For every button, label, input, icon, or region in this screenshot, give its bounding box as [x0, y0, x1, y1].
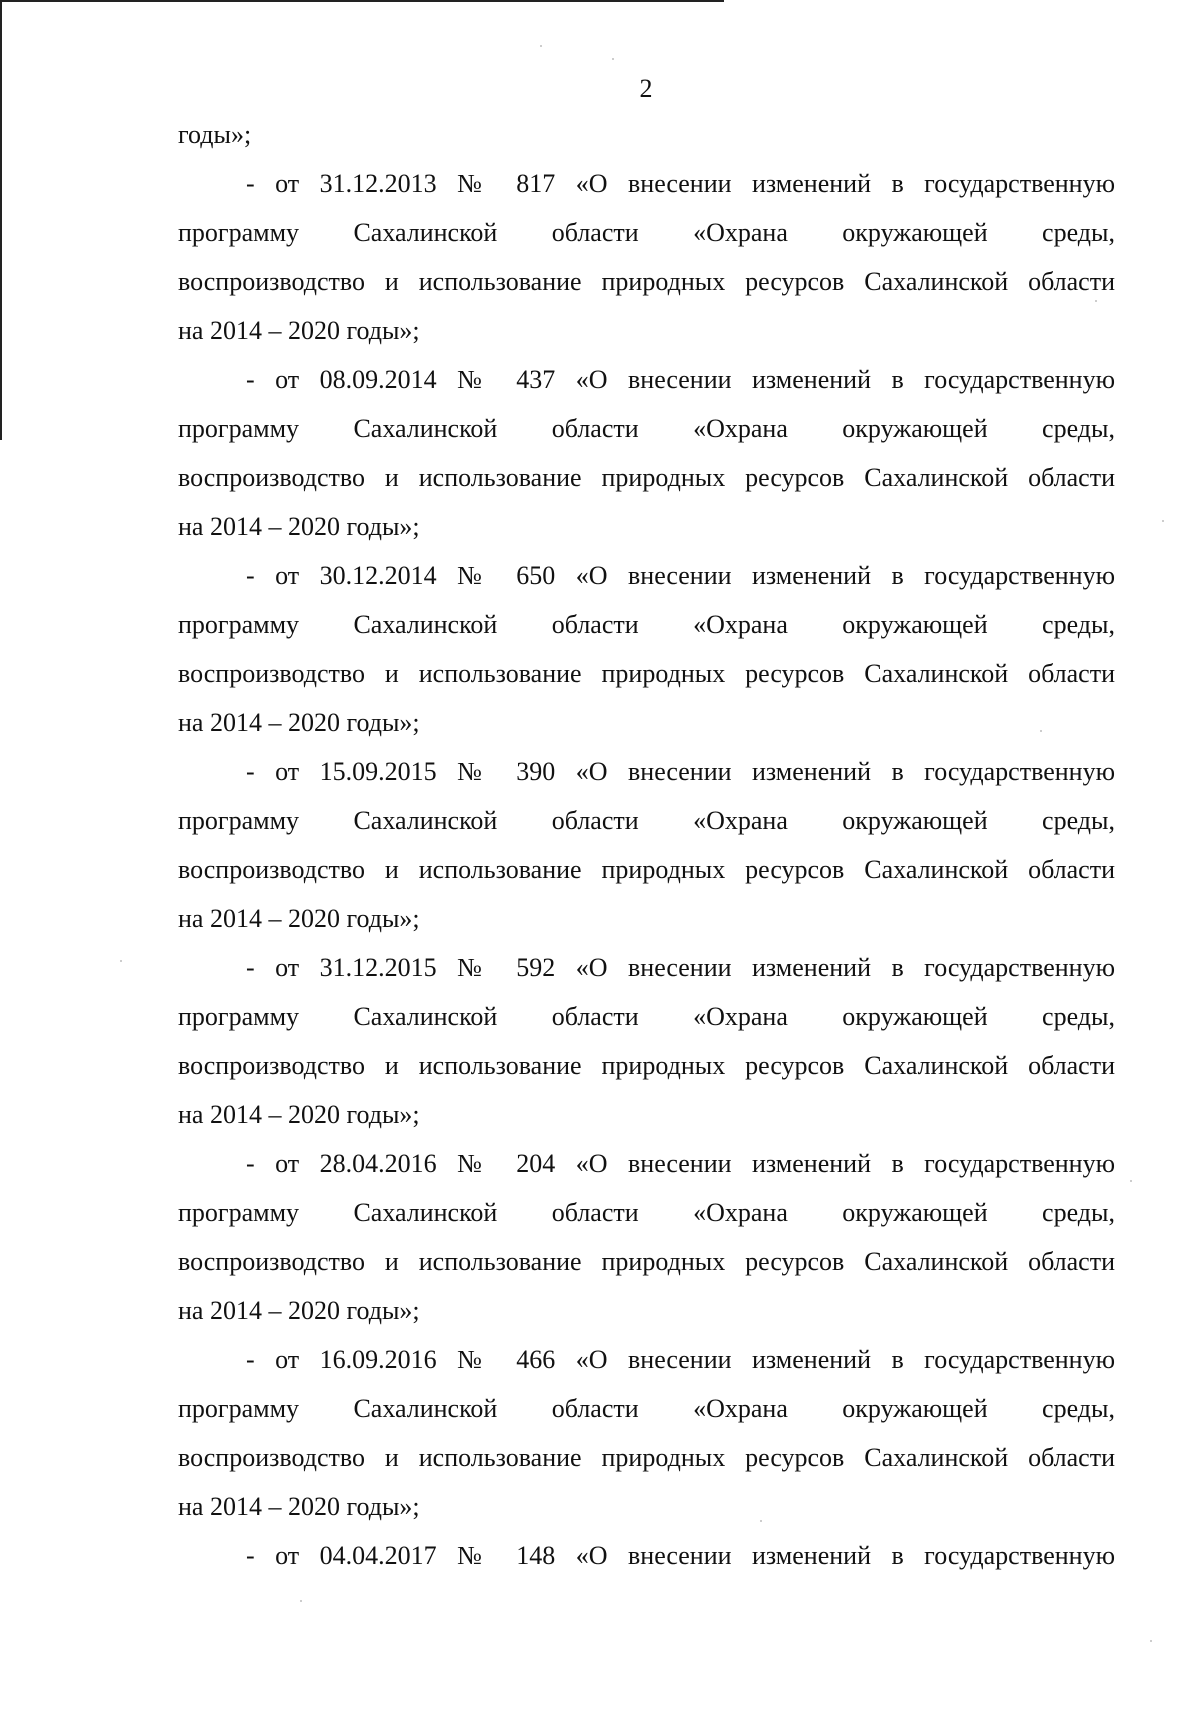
text-line: на 2014 – 2020 годы»; — [178, 1296, 420, 1325]
list-item-heading: - от 28.04.2016 № 204 «О внесении изменений в государственную — [246, 1149, 1115, 1178]
list-item-heading: - от 15.09.2015 № 390 «О внесении изменений в государственную — [246, 757, 1115, 786]
text-line: воспроизводство и использование природных ресурсов Сахалинской области — [178, 855, 1115, 884]
text-line: воспроизводство и использование природных ресурсов Сахалинской области — [178, 267, 1115, 296]
text-line: воспроизводство и использование природных ресурсов Сахалинской области — [178, 659, 1115, 688]
list-item-heading: - от 31.12.2013 № 817 «О внесении изменений в государственную — [246, 169, 1115, 198]
list-item-heading: - от 16.09.2016 № 466 «О внесении изменений в государственную — [246, 1345, 1115, 1374]
text-line: программу Сахалинской области «Охрана окружающей среды, — [178, 610, 1115, 639]
scan-speck — [300, 1600, 302, 1602]
text-line: на 2014 – 2020 годы»; — [178, 904, 420, 933]
text-line: программу Сахалинской области «Охрана окружающей среды, — [178, 414, 1115, 443]
list-item-heading: - от 31.12.2015 № 592 «О внесении изменений в государственную — [246, 953, 1115, 982]
scan-speck — [1095, 300, 1097, 302]
scan-speck — [1150, 1640, 1152, 1642]
scan-speck — [1040, 730, 1042, 732]
text-line: на 2014 – 2020 годы»; — [178, 1100, 420, 1129]
scan-speck — [1130, 1180, 1132, 1182]
scan-speck — [1162, 520, 1164, 522]
text-line: воспроизводство и использование природных ресурсов Сахалинской области — [178, 1051, 1115, 1080]
text-line: программу Сахалинской области «Охрана окружающей среды, — [178, 806, 1115, 835]
text-line: на 2014 – 2020 годы»; — [178, 316, 420, 345]
list-item-heading: - от 08.09.2014 № 437 «О внесении изменений в государственную — [246, 365, 1115, 394]
scan-border-top — [0, 0, 724, 2]
list-item-heading: - от 30.12.2014 № 650 «О внесении изменений в государственную — [246, 561, 1115, 590]
text-line: воспроизводство и использование природных ресурсов Сахалинской области — [178, 1443, 1115, 1472]
text-line: воспроизводство и использование природных ресурсов Сахалинской области — [178, 1247, 1115, 1276]
scan-speck — [540, 45, 542, 47]
text-line: программу Сахалинской области «Охрана окружающей среды, — [178, 1198, 1115, 1227]
text-line: программу Сахалинской области «Охрана окружающей среды, — [178, 218, 1115, 247]
scan-border-left — [0, 0, 2, 440]
text-line: на 2014 – 2020 годы»; — [178, 1492, 420, 1521]
text-line: программу Сахалинской области «Охрана окружающей среды, — [178, 1002, 1115, 1031]
scan-speck — [760, 1520, 762, 1522]
text-line: на 2014 – 2020 годы»; — [178, 708, 420, 737]
list-item-heading: - от 04.04.2017 № 148 «О внесении изменений в государственную — [246, 1541, 1115, 1570]
document-body — [178, 110, 1115, 1580]
scan-speck — [612, 58, 614, 60]
page-number: 2 — [639, 74, 653, 103]
text-line: на 2014 – 2020 годы»; — [178, 512, 420, 541]
text-line: программу Сахалинской области «Охрана окружающей среды, — [178, 1394, 1115, 1423]
scan-speck — [120, 960, 122, 962]
text-line: годы»; — [178, 120, 252, 149]
text-line: воспроизводство и использование природных ресурсов Сахалинской области — [178, 463, 1115, 492]
